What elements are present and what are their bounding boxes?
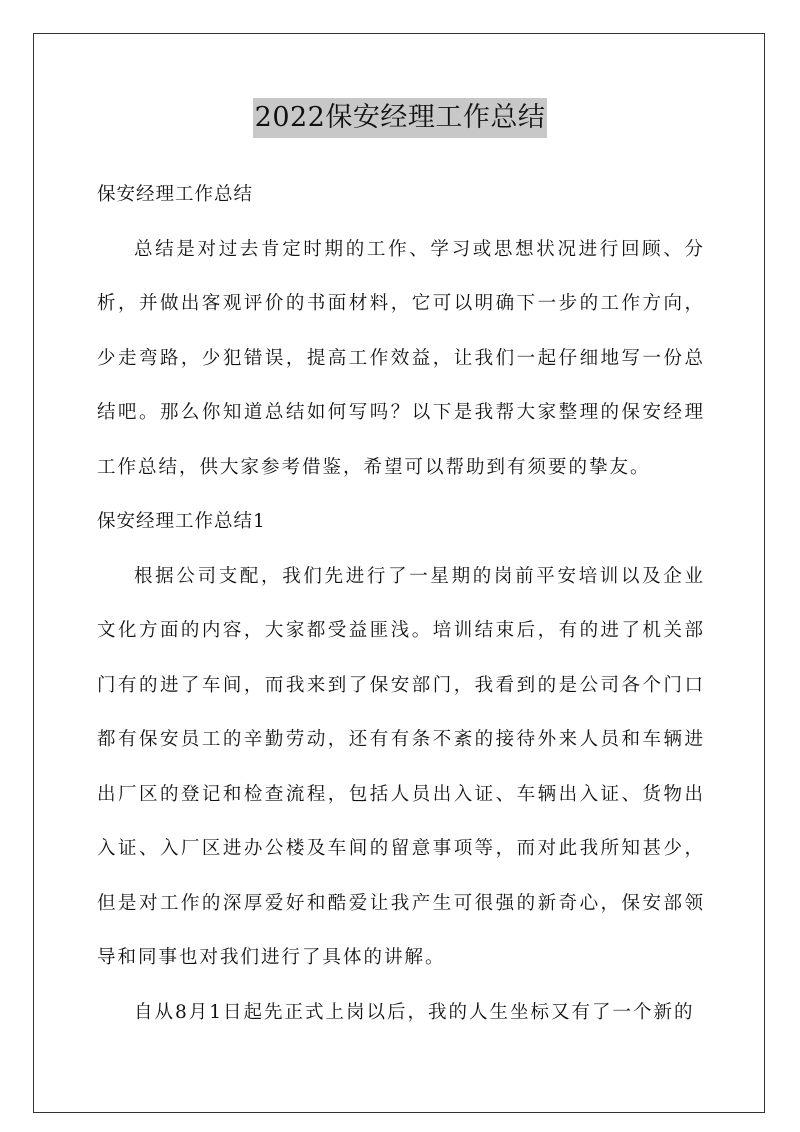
- document-body: [97, 168, 705, 1040]
- section-heading-1: 保安经理工作总结1: [97, 511, 266, 532]
- document-title: 2022保安经理工作总结: [253, 98, 548, 138]
- title-container: [0, 98, 800, 138]
- body-paragraph-1: 根据公司支配，我们先进行了一星期的岗前平安培训以及企业文化方面的内容，大家都受益匪浅。培训结束后，有的进了机关部门有的进了车间，而我来到了保安部门，我看到的是公司各个门口都有保安员工的辛勤劳动，还有有条不紊的接待外来人员和车辆进出厂区的登记和检查流程，包括人员出入证、车辆出入证、货物出入证、入厂区进办公楼及车间的留意事项等，而对此我所知甚少，但是对工作的深厚爱好和酷爱让我产生可很强的新奇心，保安部领导和同事也对我们进行了具体的讲解。: [97, 565, 705, 968]
- intro-paragraph: 总结是对过去肯定时期的工作、学习或思想状况进行回顾、分析，并做出客观评价的书面材料，它可以明确下一步的工作方向，少走弯路，少犯错误，提高工作效益，让我们一起仔细地写一份总结吧。那么你知道总结如何写吗？以下是我帮大家整理的保安经理工作总结，供大家参考借鉴，希望可以帮助到有须要的挚友。: [97, 238, 705, 478]
- body-paragraph-2: 自从8月1日起先正式上岗以后，我的人生坐标又有了一个新的: [134, 1001, 695, 1023]
- section-heading: 保安经理工作总结: [97, 184, 254, 205]
